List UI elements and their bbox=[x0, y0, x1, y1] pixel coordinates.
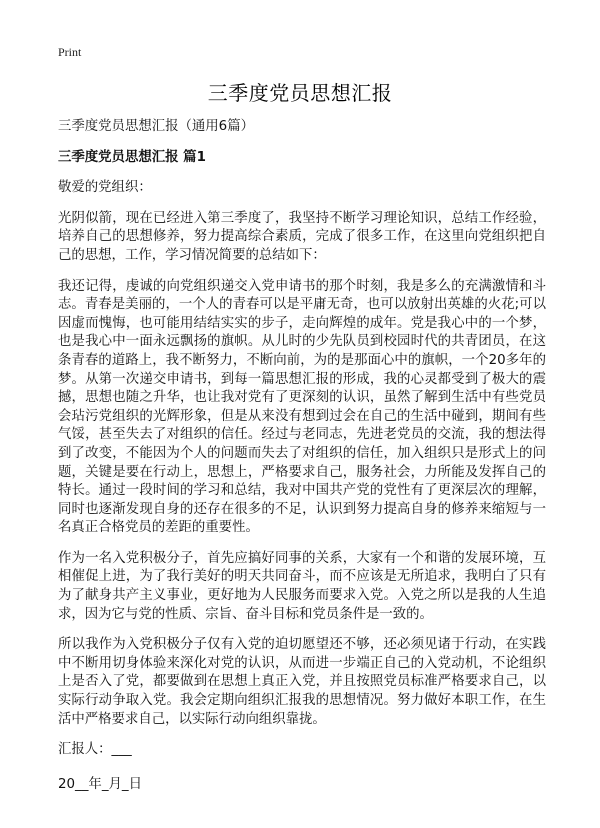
document-subtitle: 三季度党员思想汇报（通用6篇） bbox=[58, 119, 254, 134]
document-body bbox=[58, 118, 546, 794]
page-title: 三季度党员思想汇报 bbox=[207, 81, 393, 105]
paragraph-intro: 光阴似箭，现在已经进入第三季度了，我坚持不断学习理论知识，总结工作经验，培养自己的思想修养，努力提高综合素质，完成了很多工作，在这里向党组织把自己的思想，工作，学习情况简要的总结如下： bbox=[58, 210, 546, 263]
signature-line: 汇报人：___ bbox=[58, 742, 132, 758]
paragraph-action: 所以我作为入党积极分子仅有入党的迫切愿望还不够，还必须见诸于行动，在实践中不断用切身体验来深化对党的认识，从而进一步端正自己的入党动机，不论组织上是否入了党，都要做到在思想上真正入党，并且按照党员标准严格要求自己，以实际行动争取入党。我会定期向组织汇报我的思想情况。努力做好本职工作，在生活中严格要求自己，以实际行动向组织靠拢。 bbox=[58, 637, 546, 727]
paragraph-reflection: 我还记得，虔诚的向党组织递交入党申请书的那个时刻，我是多么的充满激情和斗志。青春是美丽的，一个人的青春可以是平庸无奇，也可以放射出英雄的火花;可以因虚而愧悔，也可能用结结实实的步子，走向辉煌的成年。党是我心中的一个梦，也是我心中一面永远飘扬的旗帜。从儿时的少先队员到校园时代的共青团员，在这条青春的道路上，我不断努力，不断向前，为的是那面心中的旗帜，一个20多年的梦。从第一次递交申请书，到每一篇思想汇报的形成，我的心灵都受到了极大的震撼，思想也随之升华，也让我对党有了更深刻的认识，虽然了解到生活中有些党员会玷污党组织的光辉形象，但是从来没有想到过会在自己的生活中碰到，期间有些气馁，甚至失去了对组织的信任。经过与老同志，先进老党员的交流，我的想法得到了改变，不能因为个人的问题而失去了对组织的信任，加入组织只是形式上的问题，关键是要在行动上，思想上，严格要求自己，服务社会，力所能及发挥自己的特长。通过一段时间的学习和总结，我对中国共产党的党性有了更深层次的理解，同时也逐渐发现自身的还存在很多的不足，认识到努力提高自身的修养来缩短与一名真正合格党员的差距的重要性。 bbox=[58, 278, 546, 536]
date-line: 20__年_月_日 bbox=[58, 776, 142, 792]
print-link[interactable]: Print bbox=[58, 45, 82, 59]
paragraph-activist-role: 作为一名入党积极分子，首先应搞好同事的关系，大家有一个和谐的发展环境，互相催促上进，为了我行美好的明天共同奋斗，而不应该是无所追求，我明白了只有为了献身共产主义事业，更好地为人民服务而要求入党。入党之所以是我的人生追求，因为它与党的性质、宗旨、奋斗目标和党员条件是一致的。 bbox=[58, 550, 546, 622]
salutation: 敬爱的党组织： bbox=[58, 180, 152, 196]
section-heading: 三季度党员思想汇报 篇1 bbox=[58, 149, 206, 165]
